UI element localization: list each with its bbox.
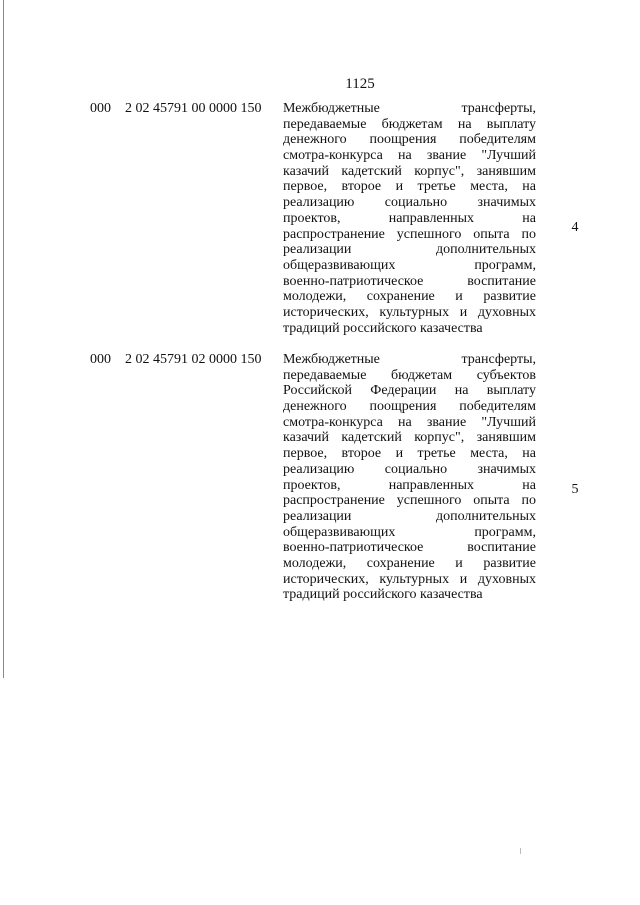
name-line: передаваемые бюджетам на выплату [283, 116, 536, 132]
transfer-name [283, 101, 536, 336]
name-line: военно-патриотическое воспитание [283, 273, 536, 289]
name-line: исторических, культурных и духовных [283, 304, 536, 320]
name-line: военно-патриотическое воспитание [283, 540, 536, 556]
name-line: первое, второе и третье места, на [283, 179, 536, 195]
name-line: первое, второе и третье места, на [283, 446, 536, 462]
admin-code: 000 [90, 352, 111, 367]
page-number: 1125 [345, 76, 375, 92]
name-line: реализацию социально значимых [283, 195, 536, 211]
transfer-name [283, 352, 536, 603]
name-line: казачий кадетский корпус", занявшим [283, 430, 536, 446]
budget-classification-code: 2 02 45791 02 0000 150 [125, 352, 262, 367]
name-line: проектов, направленных на [283, 210, 536, 226]
name-line: распространение успешного опыта по [283, 493, 536, 509]
name-line: исторических, культурных и духовных [283, 571, 536, 587]
admin-code: 000 [90, 101, 111, 116]
scan-speck [520, 848, 521, 854]
name-line: общеразвивающих программ, [283, 257, 536, 273]
name-line: проектов, направленных на [283, 477, 536, 493]
name-line: реализации дополнительных [283, 508, 536, 524]
name-line: реализации дополнительных [283, 242, 536, 258]
name-line: смотра-конкурса на звание "Лучший [283, 148, 536, 164]
row-number: 5 [571, 482, 579, 497]
name-line: традиций российского казачества [283, 320, 483, 336]
name-line: молодежи, сохранение и развитие [283, 289, 536, 305]
name-line: денежного поощрения победителям [283, 399, 536, 415]
name-line: Российской Федерации на выплату [283, 383, 536, 399]
name-line: традиций российского казачества [283, 587, 483, 603]
row-number: 4 [571, 220, 579, 235]
budget-classification-code: 2 02 45791 00 0000 150 [125, 101, 262, 116]
name-line: Межбюджетные трансферты, [283, 352, 536, 367]
name-line: общеразвивающих программ, [283, 524, 536, 540]
name-line: казачий кадетский корпус", занявшим [283, 163, 536, 179]
name-line: смотра-конкурса на звание "Лучший [283, 414, 536, 430]
name-line: молодежи, сохранение и развитие [283, 555, 536, 571]
name-line: денежного поощрения победителям [283, 132, 536, 148]
name-line: передаваемые бюджетам субъектов [283, 367, 536, 383]
scan-edge-line [3, 0, 4, 678]
name-line: распространение успешного опыта по [283, 226, 536, 242]
name-line: реализацию социально значимых [283, 461, 536, 477]
name-line: Межбюджетные трансферты, [283, 101, 536, 116]
